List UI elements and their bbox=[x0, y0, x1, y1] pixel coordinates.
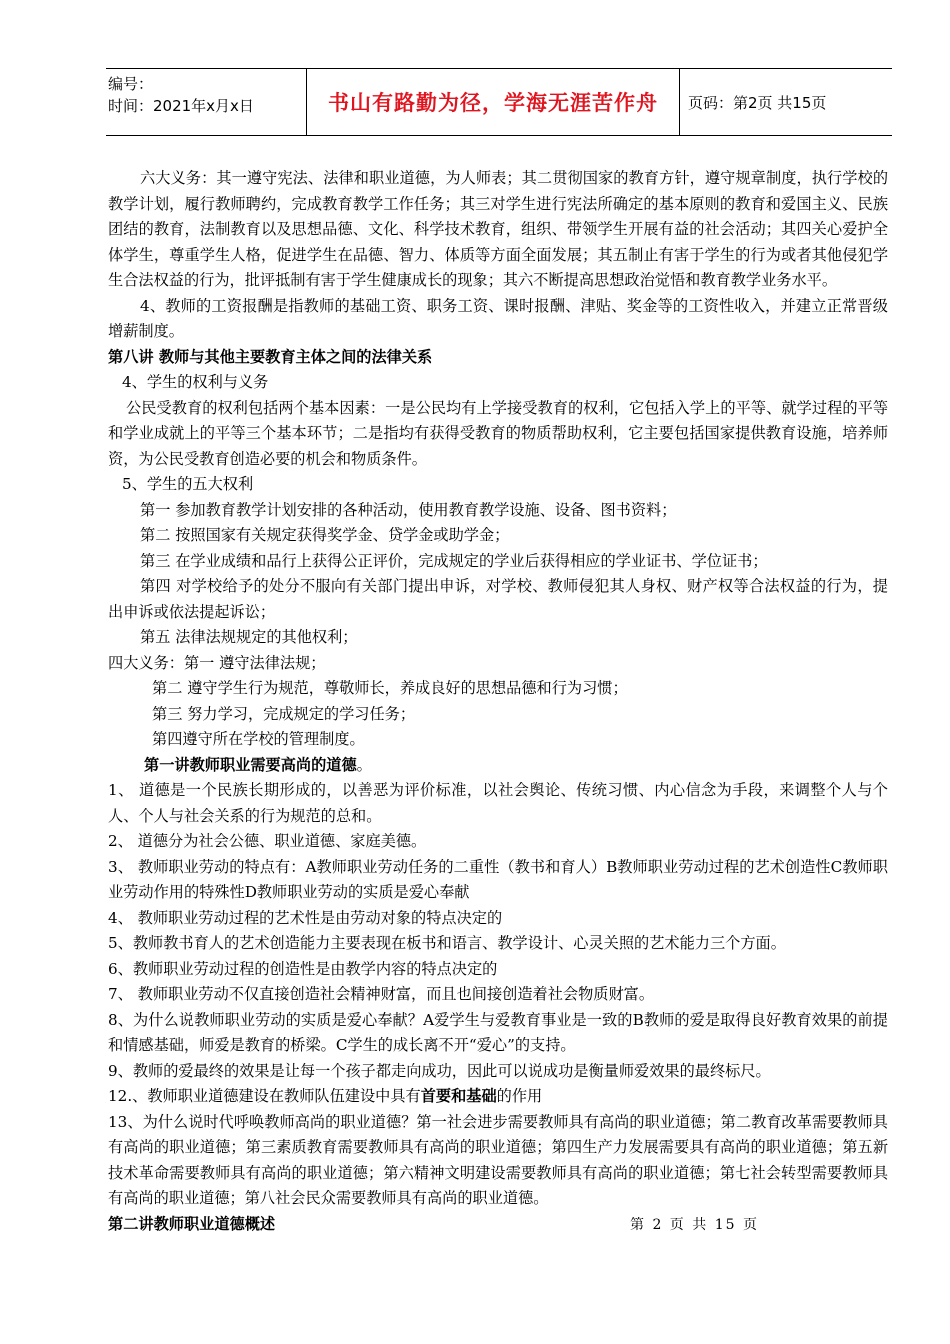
list-item-7: 7、 教师职业劳动不仅直接创造社会精神财富，而且也间接创造着社会物质财富。 bbox=[108, 985, 655, 1003]
list-item-right-4: 第四 对学校给予的处分不服向有关部门提出申诉，对学校、教师侵犯其人身权、财产权等合法权益的行为，提出申诉或依法提起诉讼； bbox=[108, 577, 888, 621]
list-item-duty-3: 第三 努力学习，完成规定的学习任务； bbox=[152, 704, 416, 723]
section-heading-lecture-2: 第二讲教师职业道德概述 bbox=[108, 1214, 276, 1233]
paragraph-six-duties: 六大义务：其一遵守宪法、法律和职业道德，为人师表；其二贯彻国家的教育方针，遵守规章制度，执行学校的教学计划，履行教师聘约，完成教育教学工作任务；其三对学生进行宪法所确定的基本原则的教育和爱国主义、民族团结的教育，法制教育以及思想品德、文化、科学技术教育，组织、带领学生开展有益的社会活动；其四关心爱护全体学生，尊重学生人格，促进学生在品德、智力、体质等方面全面发展；其五制止有害于学生的行为或者其他侵犯学生合法权益的行为，批评抵制有害于学生健康成长的现象；其六不断提高思想政治觉悟和教育教学业务水平。 bbox=[108, 169, 888, 289]
number-label: 编号： bbox=[108, 75, 154, 93]
list-item-12-post: 的作用 bbox=[496, 1087, 543, 1105]
header-motto: 书山有路勤为径，学海无涯苦作舟 bbox=[307, 69, 680, 135]
subheading-five-rights: 5、学生的五大权利 bbox=[122, 475, 254, 493]
list-item-5: 5、教师教书育人的艺术创造能力主要表现在板书和语言、教学设计、心灵关照的艺术能力三个方面。 bbox=[108, 934, 786, 952]
list-item-duty-4: 第四遵守所在学校的管理制度。 bbox=[152, 730, 365, 748]
list-item-12-pre: 12.、教师职业道德建设在教师队伍建设中具有 bbox=[108, 1087, 421, 1105]
document-body bbox=[108, 166, 888, 1237]
header-meta bbox=[106, 69, 307, 135]
header-page-info: 页码：第2页 共15页 bbox=[688, 93, 827, 112]
list-item-9: 9、教师的爱最终的效果是让每一个孩子都走向成功，因此可以说成功是衡量师爱效果的最终标尺。 bbox=[108, 1061, 771, 1080]
list-item-right-1: 第一 参加教育教学计划安排的各种活动，使用教育教学设施、设备、图书资料； bbox=[140, 500, 677, 519]
list-item-2: 2、 道德分为社会公德、职业道德、家庭美德。 bbox=[108, 832, 427, 850]
list-item-3: 3、 教师职业劳动的特点有：A教师职业劳动任务的二重性（教书和育人）B教师职业劳动过程的艺术创造性C教师职业劳动作用的特殊性D教师职业劳动的实质是爱心奉献 bbox=[108, 857, 888, 901]
list-item-12 bbox=[108, 1084, 888, 1110]
time-label: 时间：2021年x月x日 bbox=[108, 97, 254, 115]
list-item-13: 13、为什么说时代呼唤教师高尚的职业道德？第一社会进步需要教师具有高尚的职业道德；第二教育改革需要教师具有高尚的职业道德；第三素质教育需要教师具有高尚的职业道德；第四生产力发展需要具有高尚的职业道德；第五新技术革命需要教师具有高尚的职业道德；第六精神文明建设需要教师具有高尚的职业道德；第七社会转型需要教师具有高尚的职业道德；第八社会民众需要教师具有高尚的职业道德。 bbox=[108, 1112, 888, 1207]
section-heading-lecture-1-text: 第一讲教师职业需要高尚的道德 bbox=[144, 755, 357, 774]
subheading-student-rights-duties: 4、学生的权利与义务 bbox=[122, 373, 269, 391]
list-item-8: 8、为什么说教师职业劳动的实质是爱心奉献？A爱学生与爱教育事业是一致的B教师的爱是取得良好教育效果的前提和情感基础，师爱是教育的桥梁。C学生的成长离不开“爱心”的支持。 bbox=[108, 1010, 888, 1054]
list-item-6: 6、教师职业劳动过程的创造性是由教学内容的特点决定的 bbox=[108, 959, 498, 978]
list-item-duty-2: 第二 遵守学生行为规范，尊敬师长，养成良好的思想品德和行为习惯； bbox=[152, 679, 628, 697]
paragraph-salary: 4、教师的工资报酬是指教师的基础工资、职务工资、课时报酬、津贴、奖金等的工资性收入，并建立正常晋级增薪制度。 bbox=[108, 296, 888, 340]
list-item-12-bold: 首要和基础 bbox=[420, 1087, 497, 1105]
page-footer: 第 2 页 共 15 页 bbox=[630, 1217, 759, 1233]
list-item-right-5: 第五 法律法规规定的其他权利； bbox=[140, 628, 358, 646]
section-heading-lecture-1-tail: 。 bbox=[356, 755, 372, 774]
list-item-duty-1: 四大义务：第一 遵守法律法规； bbox=[108, 653, 326, 672]
list-item-4: 4、 教师职业劳动过程的艺术性是由劳动对象的特点决定的 bbox=[108, 908, 503, 927]
section-heading-lecture-8: 第八讲 教师与其他主要教育主体之间的法律关系 bbox=[108, 347, 433, 366]
section-heading-lecture-1 bbox=[108, 753, 888, 779]
list-item-1: 1、 道德是一个民族长期形成的，以善恶为评价标准，以社会舆论、传统习惯、内心信念为手段，来调整个人与个人、个人与社会关系的行为规范的总和。 bbox=[108, 781, 888, 825]
document-header bbox=[106, 68, 892, 136]
list-item-right-2: 第二 按照国家有关规定获得奖学金、贷学金或助学金； bbox=[140, 526, 510, 544]
list-item-right-3: 第三 在学业成绩和品行上获得公正评价，完成规定的学业后获得相应的学业证书、学位证书； bbox=[140, 551, 768, 570]
paragraph-education-rights: 公民受教育的权利包括两个基本因素：一是公民均有上学接受教育的权利，它包括入学上的平等、就学过程的平等和学业成就上的平等三个基本环节；二是指均有获得受教育的物质帮助权利，它主要包括国家提供教育设施，培养师资，为公民受教育创造必要的机会和物质条件。 bbox=[108, 398, 888, 468]
